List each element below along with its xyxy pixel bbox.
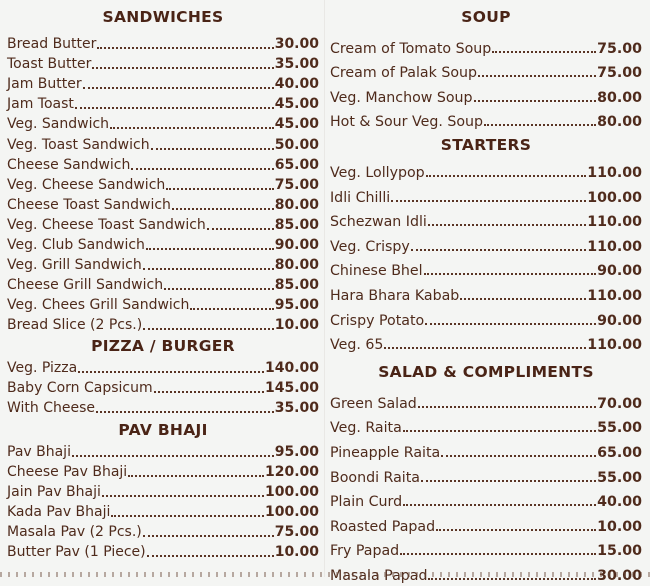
menu-item [7, 398, 319, 418]
menu-item [330, 183, 642, 208]
item-name: Veg. Lollypop [330, 164, 425, 181]
menu-item [7, 295, 319, 315]
item-name: Toast Butter [7, 56, 92, 73]
item-price: 75.00 [597, 40, 642, 57]
item-name: Bread Slice (2 Pcs.) [7, 317, 143, 334]
item-name: Cream of Palak Soup [330, 65, 478, 82]
dot-leader [147, 555, 274, 557]
menu-item [7, 114, 319, 134]
item-name: Masala Papad [330, 567, 428, 584]
column-divider [324, 0, 325, 577]
menu-item [7, 442, 319, 462]
dot-leader [75, 107, 274, 109]
dot-leader [111, 515, 264, 517]
item-price: 100.00 [264, 483, 319, 500]
item-name: Veg. Pizza [7, 359, 78, 376]
menu-item [330, 257, 642, 282]
menu-item [7, 542, 319, 562]
item-price: 30.00 [274, 36, 319, 53]
item-name: Veg. Cheese Toast Sandwich [7, 216, 206, 233]
item-name: Veg. Manchow Soup [330, 89, 473, 106]
dot-leader [83, 87, 274, 89]
item-price: 75.00 [597, 65, 642, 82]
item-price: 65.00 [274, 156, 319, 173]
item-price: 75.00 [274, 524, 319, 541]
item-name: Cheese Toast Sandwich [7, 196, 171, 213]
menu-item [330, 108, 642, 133]
item-name: Baby Corn Capsicum [7, 379, 153, 396]
menu-item [7, 315, 319, 335]
menu-item [7, 74, 319, 94]
menu-item [330, 463, 642, 488]
dot-leader [411, 249, 586, 251]
menu-item [7, 502, 319, 522]
menu-item [330, 389, 642, 414]
item-price: 10.00 [597, 518, 642, 535]
item-price: 35.00 [274, 56, 319, 73]
dot-leader [102, 495, 264, 497]
item-price: 45.00 [274, 96, 319, 113]
item-name: Schezwan Idli [330, 214, 427, 231]
item-price: 65.00 [597, 444, 642, 461]
menu-item [7, 255, 319, 275]
section-heading-pav-bhaji: PAV BHAJI [118, 420, 208, 439]
item-price: 110.00 [587, 287, 642, 304]
item-price: 100.00 [587, 189, 642, 206]
item-name: Veg. Grill Sandwich [7, 257, 142, 274]
menu-item [330, 232, 642, 257]
item-name: Crispy Potato [330, 312, 425, 329]
item-price: 80.00 [274, 257, 319, 274]
menu-item [7, 522, 319, 542]
menu-item [330, 488, 642, 513]
dot-leader [172, 208, 274, 210]
menu-item [7, 357, 319, 377]
menu-item [330, 208, 642, 233]
section-heading-soup: SOUP [461, 8, 511, 26]
menu-item [7, 462, 319, 482]
item-name: Chinese Bhel [330, 263, 423, 280]
item-price: 35.00 [274, 399, 319, 416]
dot-leader [146, 248, 274, 250]
dot-leader [441, 455, 596, 457]
dot-leader [426, 175, 587, 177]
item-price: 30.00 [597, 567, 642, 584]
item-name: Idli Chilli [330, 189, 391, 206]
menu-item [7, 195, 319, 215]
dot-leader [151, 148, 274, 150]
menu-item [7, 134, 319, 154]
item-name: Jam Butter [7, 76, 82, 93]
item-name: Veg. 65 [330, 337, 384, 354]
dot-leader [128, 475, 264, 477]
menu-left-column [7, 0, 319, 562]
item-name: Pineapple Raita [330, 444, 441, 461]
item-price: 145.00 [264, 379, 319, 396]
item-name: Jam Toast [7, 96, 74, 113]
item-name: Veg. Chees Grill Sandwich [7, 297, 190, 314]
menu-item [7, 482, 319, 502]
menu-item [7, 155, 319, 175]
dot-leader [403, 504, 596, 506]
item-name: Boondi Raita [330, 469, 420, 486]
dot-leader [421, 480, 596, 482]
item-price: 15.00 [597, 543, 642, 560]
item-name: Veg. Crispy [330, 238, 410, 255]
item-name: Cream of Tomato Soup [330, 40, 492, 57]
section-heading-starters: STARTERS [440, 136, 532, 155]
item-price: 110.00 [587, 164, 642, 181]
dot-leader [190, 308, 273, 310]
dot-leader [97, 47, 273, 49]
dot-leader [425, 323, 596, 325]
menu-item [7, 54, 319, 74]
item-price: 50.00 [274, 136, 319, 153]
item-name: Cheese Sandwich [7, 156, 131, 173]
item-name: Butter Pav (1 Piece) [7, 544, 146, 561]
item-price: 55.00 [597, 469, 642, 486]
item-price: 90.00 [274, 237, 319, 254]
item-name: Veg. Club Sandwich [7, 237, 145, 254]
item-name: With Cheese [7, 399, 96, 416]
menu-item [7, 34, 319, 54]
item-price: 80.00 [274, 196, 319, 213]
item-price: 40.00 [274, 76, 319, 93]
item-price: 110.00 [587, 238, 642, 255]
menu-item [330, 331, 642, 356]
item-price: 110.00 [587, 337, 642, 354]
item-name: Veg. Raita [330, 420, 402, 437]
item-price: 90.00 [597, 263, 642, 280]
menu-item [7, 275, 319, 295]
item-price: 85.00 [274, 277, 319, 294]
dot-leader [384, 347, 586, 349]
item-price: 40.00 [597, 494, 642, 511]
item-name: Cheese Grill Sandwich [7, 277, 164, 294]
item-price: 140.00 [264, 359, 319, 376]
menu-item [330, 83, 642, 108]
dot-leader [207, 228, 274, 230]
item-price: 95.00 [274, 443, 319, 460]
dot-leader [403, 430, 596, 432]
dot-leader [143, 535, 274, 537]
dot-leader [78, 371, 264, 373]
item-name: Veg. Cheese Sandwich [7, 176, 166, 193]
dot-leader [436, 529, 596, 531]
page-bottom-edge [0, 572, 650, 577]
item-price: 100.00 [264, 504, 319, 521]
item-price: 10.00 [274, 544, 319, 561]
dot-leader [478, 75, 596, 77]
item-price: 70.00 [597, 395, 642, 412]
dot-leader [428, 224, 586, 226]
menu-item [7, 378, 319, 398]
item-name: Veg. Toast Sandwich [7, 136, 150, 153]
item-name: Pav Bhaji [7, 443, 71, 460]
item-name: Hara Bhara Kabab [330, 287, 460, 304]
dot-leader [428, 578, 596, 580]
menu-item [7, 215, 319, 235]
item-price: 90.00 [597, 312, 642, 329]
menu-item [330, 537, 642, 562]
menu-item [330, 438, 642, 463]
menu-item [7, 235, 319, 255]
dot-leader [474, 100, 597, 102]
item-price: 55.00 [597, 420, 642, 437]
section-heading-pizza-burger: PIZZA / BURGER [91, 337, 235, 356]
item-price: 75.00 [274, 176, 319, 193]
dot-leader [164, 288, 274, 290]
dot-leader [72, 455, 274, 457]
dot-leader [92, 67, 273, 69]
item-name: Green Salad [330, 395, 417, 412]
dot-leader [110, 127, 274, 129]
item-name: Roasted Papad [330, 518, 436, 535]
dot-leader [391, 200, 586, 202]
dot-leader [424, 273, 597, 275]
item-name: Veg. Sandwich [7, 116, 110, 133]
menu-item [330, 414, 642, 439]
item-name: Masala Pav (2 Pcs.) [7, 524, 142, 541]
section-heading-sandwiches: SANDWICHES [102, 8, 224, 26]
dot-leader [460, 298, 586, 300]
dot-leader [400, 553, 596, 555]
dot-leader [96, 411, 274, 413]
section-heading-salad-compliments: SALAD & COMPLIMENTS [378, 363, 594, 382]
menu-item [7, 94, 319, 114]
menu-item [7, 175, 319, 195]
dot-leader [154, 391, 264, 393]
item-name: Plain Curd [330, 494, 403, 511]
dot-leader [143, 268, 274, 270]
menu-item [330, 158, 642, 183]
dot-leader [484, 124, 596, 126]
dot-leader [131, 168, 273, 170]
item-name: Fry Papad [330, 543, 400, 560]
item-name: Bread Butter [7, 36, 97, 53]
item-price: 80.00 [597, 114, 642, 131]
menu-item [330, 59, 642, 84]
menu-item [330, 34, 642, 59]
item-price: 120.00 [264, 463, 319, 480]
item-name: Kada Pav Bhaji [7, 504, 111, 521]
menu-item [330, 512, 642, 537]
menu-item [330, 306, 642, 331]
item-price: 10.00 [274, 317, 319, 334]
dot-leader [492, 51, 596, 53]
item-name: Cheese Pav Bhaji [7, 463, 128, 480]
item-price: 45.00 [274, 116, 319, 133]
item-name: Jain Pav Bhaji [7, 483, 101, 500]
dot-leader [143, 328, 274, 330]
dot-leader [166, 188, 273, 190]
item-price: 85.00 [274, 216, 319, 233]
item-name: Hot & Sour Veg. Soup [330, 114, 484, 131]
item-price: 110.00 [587, 214, 642, 231]
menu-item [330, 281, 642, 306]
item-price: 95.00 [274, 297, 319, 314]
item-price: 80.00 [597, 89, 642, 106]
dot-leader [418, 406, 596, 408]
menu-right-column [330, 0, 642, 586]
